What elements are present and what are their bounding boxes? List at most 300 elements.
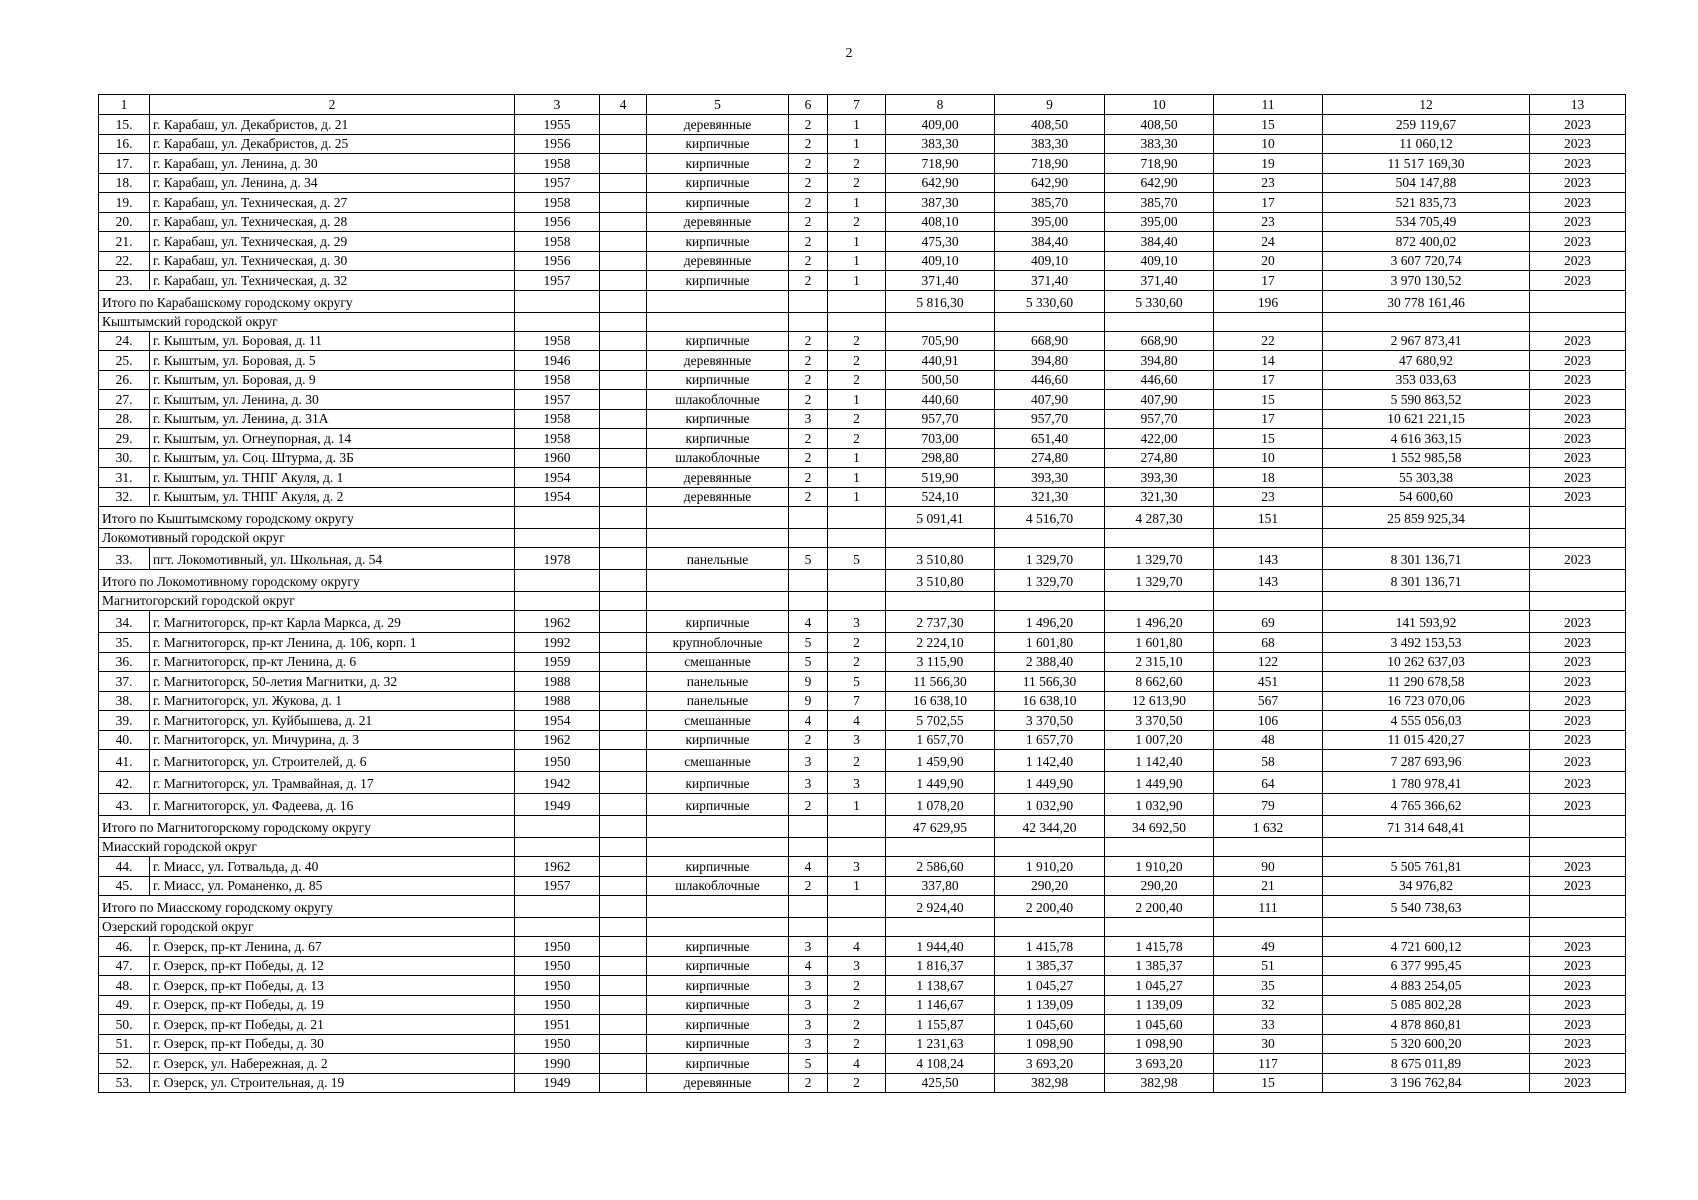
table-cell: 2023: [1530, 711, 1626, 731]
column-header: 4: [600, 95, 647, 115]
table-cell: 42.: [99, 772, 150, 794]
table-cell: 2: [828, 409, 886, 429]
table-cell: 1954: [515, 468, 600, 488]
table-cell: 24: [1214, 232, 1323, 252]
table-cell: г. Карабаш, ул. Техническая, д. 28: [150, 212, 515, 232]
table-cell: 2: [789, 173, 828, 193]
table-cell: 52.: [99, 1054, 150, 1074]
table-cell: 17: [1214, 193, 1323, 213]
table-cell: 6 377 995,45: [1323, 956, 1530, 976]
empty-cell: [1530, 529, 1626, 548]
table-cell: 23: [1214, 212, 1323, 232]
table-cell: панельные: [647, 691, 789, 711]
table-cell: кирпичные: [647, 857, 789, 877]
total-value: 5 540 738,63: [1323, 896, 1530, 918]
table-cell: 274,80: [1105, 448, 1214, 468]
table-cell: 1958: [515, 370, 600, 390]
table-cell: 1: [828, 271, 886, 291]
table-cell: 2: [828, 154, 886, 174]
empty-cell: [647, 896, 789, 918]
table-cell: 53.: [99, 1073, 150, 1093]
table-cell: 27.: [99, 390, 150, 410]
table-cell: [600, 672, 647, 692]
table-cell: 1 657,70: [886, 730, 995, 750]
section-row: [99, 592, 1626, 611]
table-cell: 90: [1214, 857, 1323, 877]
empty-cell: [515, 312, 600, 331]
section-row: [99, 918, 1626, 937]
table-cell: 2 388,40: [995, 652, 1105, 672]
table-cell: 2: [789, 487, 828, 507]
table-cell: 79: [1214, 794, 1323, 816]
table-cell: кирпичные: [647, 193, 789, 213]
table-cell: 2023: [1530, 409, 1626, 429]
empty-cell: [515, 816, 600, 838]
table-cell: 1 449,90: [995, 772, 1105, 794]
table-cell: 409,10: [886, 251, 995, 271]
table-cell: 2023: [1530, 956, 1626, 976]
table-cell: 1988: [515, 691, 600, 711]
empty-cell: [647, 816, 789, 838]
table-cell: [600, 794, 647, 816]
empty-cell: [1214, 592, 1323, 611]
total-row: [99, 896, 1626, 918]
table-cell: 409,10: [995, 251, 1105, 271]
table-row: [99, 995, 1626, 1015]
table-cell: [600, 173, 647, 193]
empty-cell: [828, 838, 886, 857]
empty-cell: [647, 592, 789, 611]
empty-cell: [828, 816, 886, 838]
table-cell: 1 385,37: [1105, 956, 1214, 976]
table-cell: 3 370,50: [1105, 711, 1214, 731]
table-cell: 64: [1214, 772, 1323, 794]
table-cell: г. Карабаш, ул. Техническая, д. 27: [150, 193, 515, 213]
table-cell: 422,00: [1105, 429, 1214, 449]
page-number: 2: [845, 46, 853, 61]
total-value: 8 301 136,71: [1323, 570, 1530, 592]
section-row: [99, 312, 1626, 331]
table-cell: 1 155,87: [886, 1015, 995, 1035]
table-cell: 394,80: [995, 351, 1105, 371]
table-cell: 1 045,27: [995, 976, 1105, 996]
empty-cell: [600, 816, 647, 838]
table-cell: 2: [789, 212, 828, 232]
empty-cell: [789, 570, 828, 592]
table-cell: 1960: [515, 448, 600, 468]
empty-cell: [1530, 896, 1626, 918]
empty-cell: [515, 507, 600, 529]
empty-cell: [1105, 592, 1214, 611]
table-cell: 3: [828, 956, 886, 976]
table-cell: кирпичные: [647, 956, 789, 976]
table-cell: 1 139,09: [1105, 995, 1214, 1015]
table-cell: 69: [1214, 611, 1323, 633]
table-cell: 5 320 600,20: [1323, 1034, 1530, 1054]
table-cell: смешанные: [647, 711, 789, 731]
table-cell: г. Магнитогорск, ул. Мичурина, д. 3: [150, 730, 515, 750]
total-value: 151: [1214, 507, 1323, 529]
table-cell: 371,40: [886, 271, 995, 291]
table-cell: 1 496,20: [995, 611, 1105, 633]
table-cell: 15.: [99, 115, 150, 135]
table-cell: 521 835,73: [1323, 193, 1530, 213]
table-cell: 2: [789, 251, 828, 271]
table-cell: 141 593,92: [1323, 611, 1530, 633]
table-cell: 10 621 221,15: [1323, 409, 1530, 429]
total-value: 5 330,60: [995, 290, 1105, 312]
table-cell: 23: [1214, 173, 1323, 193]
table-cell: 642,90: [995, 173, 1105, 193]
table-cell: 567: [1214, 691, 1323, 711]
table-cell: 4 878 860,81: [1323, 1015, 1530, 1035]
total-value: 143: [1214, 570, 1323, 592]
table-row: [99, 772, 1626, 794]
table-cell: 44.: [99, 857, 150, 877]
table-cell: 1 142,40: [1105, 750, 1214, 772]
empty-cell: [647, 507, 789, 529]
table-cell: [600, 271, 647, 291]
empty-cell: [828, 918, 886, 937]
table-cell: панельные: [647, 672, 789, 692]
table-cell: 2023: [1530, 429, 1626, 449]
table-cell: 4 765 366,62: [1323, 794, 1530, 816]
table-cell: 290,20: [1105, 876, 1214, 896]
table-cell: 11 566,30: [886, 672, 995, 692]
section-row: [99, 838, 1626, 857]
table-cell: 2023: [1530, 730, 1626, 750]
table-cell: 337,80: [886, 876, 995, 896]
total-label: Итого по Миасскому городскому округу: [99, 896, 515, 918]
table-cell: 321,30: [995, 487, 1105, 507]
table-cell: г. Кыштым, ул. Боровая, д. 11: [150, 331, 515, 351]
table-cell: 3 607 720,74: [1323, 251, 1530, 271]
table-cell: 1992: [515, 633, 600, 653]
total-row: [99, 507, 1626, 529]
table-row: [99, 429, 1626, 449]
empty-cell: [789, 312, 828, 331]
total-value: 196: [1214, 290, 1323, 312]
table-cell: [600, 633, 647, 653]
table-cell: 12 613,90: [1105, 691, 1214, 711]
table-cell: 395,00: [1105, 212, 1214, 232]
column-header: 8: [886, 95, 995, 115]
table-cell: 29.: [99, 429, 150, 449]
table-cell: 50.: [99, 1015, 150, 1035]
table-cell: 34 976,82: [1323, 876, 1530, 896]
table-cell: 35: [1214, 976, 1323, 996]
table-cell: 43.: [99, 794, 150, 816]
table-cell: 11 060,12: [1323, 134, 1530, 154]
table-cell: 1978: [515, 548, 600, 570]
table-cell: кирпичные: [647, 1015, 789, 1035]
total-label: Итого по Карабашскому городскому округу: [99, 290, 515, 312]
table-row: [99, 857, 1626, 877]
table-cell: г. Озерск, пр-кт Победы, д. 13: [150, 976, 515, 996]
table-cell: 3 115,90: [886, 652, 995, 672]
table-cell: 4 721 600,12: [1323, 937, 1530, 957]
table-cell: 3 196 762,84: [1323, 1073, 1530, 1093]
table-cell: 21: [1214, 876, 1323, 896]
table-cell: [600, 750, 647, 772]
section-row: [99, 529, 1626, 548]
table-cell: 1950: [515, 937, 600, 957]
empty-cell: [886, 592, 995, 611]
table-row: [99, 611, 1626, 633]
table-cell: 2023: [1530, 193, 1626, 213]
table-cell: 1 045,60: [995, 1015, 1105, 1035]
table-cell: 384,40: [1105, 232, 1214, 252]
table-cell: 1942: [515, 772, 600, 794]
table-cell: 383,30: [886, 134, 995, 154]
table-cell: 383,30: [1105, 134, 1214, 154]
total-value: 5 091,41: [886, 507, 995, 529]
table-cell: [600, 154, 647, 174]
table-cell: 1 449,90: [1105, 772, 1214, 794]
table-cell: 25.: [99, 351, 150, 371]
table-cell: 2: [789, 794, 828, 816]
total-label: Итого по Локомотивному городскому округу: [99, 570, 515, 592]
table-cell: 41.: [99, 750, 150, 772]
empty-cell: [647, 570, 789, 592]
table-row: [99, 212, 1626, 232]
table-cell: г. Озерск, пр-кт Победы, д. 19: [150, 995, 515, 1015]
table-cell: 31.: [99, 468, 150, 488]
table-cell: кирпичные: [647, 134, 789, 154]
table-row: [99, 154, 1626, 174]
table-cell: [600, 691, 647, 711]
total-value: 25 859 925,34: [1323, 507, 1530, 529]
table-cell: 1954: [515, 711, 600, 731]
table-cell: 11 015 420,27: [1323, 730, 1530, 750]
table-cell: 2023: [1530, 212, 1626, 232]
empty-cell: [886, 529, 995, 548]
table-cell: 519,90: [886, 468, 995, 488]
table-cell: г. Озерск, пр-кт Ленина, д. 67: [150, 937, 515, 957]
table-cell: 1958: [515, 193, 600, 213]
empty-cell: [789, 290, 828, 312]
total-value: 111: [1214, 896, 1323, 918]
column-header: 11: [1214, 95, 1323, 115]
table-row: [99, 134, 1626, 154]
table-cell: 1 816,37: [886, 956, 995, 976]
table-cell: кирпичные: [647, 995, 789, 1015]
table-cell: 2023: [1530, 794, 1626, 816]
table-cell: 1 449,90: [886, 772, 995, 794]
table-cell: 2: [789, 351, 828, 371]
table-cell: кирпичные: [647, 154, 789, 174]
table-cell: кирпичные: [647, 937, 789, 957]
table-cell: 651,40: [995, 429, 1105, 449]
table-cell: [600, 1034, 647, 1054]
table-cell: 1949: [515, 794, 600, 816]
table-cell: 705,90: [886, 331, 995, 351]
table-cell: 11 566,30: [995, 672, 1105, 692]
table-cell: 5: [789, 652, 828, 672]
empty-cell: [1323, 838, 1530, 857]
table-cell: 718,90: [995, 154, 1105, 174]
table-row: [99, 794, 1626, 816]
empty-cell: [515, 592, 600, 611]
table-cell: 3: [828, 857, 886, 877]
table-cell: 642,90: [1105, 173, 1214, 193]
column-header: 12: [1323, 95, 1530, 115]
table-cell: 2023: [1530, 1015, 1626, 1035]
table-cell: 408,50: [1105, 115, 1214, 135]
empty-cell: [789, 507, 828, 529]
table-cell: г. Кыштым, ул. ТНПГ Акуля, д. 1: [150, 468, 515, 488]
table-cell: 19.: [99, 193, 150, 213]
table-cell: 2023: [1530, 448, 1626, 468]
table-cell: г. Магнитогорск, 50-летия Магнитки, д. 32: [150, 672, 515, 692]
total-value: 2 924,40: [886, 896, 995, 918]
table-cell: 2023: [1530, 115, 1626, 135]
table-cell: 2023: [1530, 1054, 1626, 1074]
table-cell: крупноблочные: [647, 633, 789, 653]
table-cell: 2023: [1530, 937, 1626, 957]
table-cell: г. Озерск, пр-кт Победы, д. 21: [150, 1015, 515, 1035]
total-value: 1 632: [1214, 816, 1323, 838]
table-cell: 387,30: [886, 193, 995, 213]
table-cell: 1 496,20: [1105, 611, 1214, 633]
total-value: 3 510,80: [886, 570, 995, 592]
table-cell: кирпичные: [647, 429, 789, 449]
table-cell: кирпичные: [647, 232, 789, 252]
table-cell: 1990: [515, 1054, 600, 1074]
empty-cell: [647, 312, 789, 331]
table-cell: 2: [789, 876, 828, 896]
empty-cell: [1530, 290, 1626, 312]
table-row: [99, 487, 1626, 507]
total-label: Итого по Магнитогорскому городскому округу: [99, 816, 515, 838]
table-cell: смешанные: [647, 750, 789, 772]
empty-cell: [600, 312, 647, 331]
table-cell: 4: [828, 937, 886, 957]
table-row: [99, 976, 1626, 996]
empty-cell: [1214, 312, 1323, 331]
table-cell: 3 970 130,52: [1323, 271, 1530, 291]
table-cell: 32.: [99, 487, 150, 507]
table-cell: [600, 1015, 647, 1035]
table-cell: 48: [1214, 730, 1323, 750]
header-row: [99, 95, 1626, 115]
table-cell: 2023: [1530, 750, 1626, 772]
table-cell: 1 415,78: [1105, 937, 1214, 957]
empty-cell: [995, 592, 1105, 611]
table-cell: 1 385,37: [995, 956, 1105, 976]
table-cell: [600, 370, 647, 390]
table-cell: г. Магнитогорск, ул. Фадеева, д. 16: [150, 794, 515, 816]
table-cell: г. Озерск, пр-кт Победы, д. 30: [150, 1034, 515, 1054]
table-cell: 5 505 761,81: [1323, 857, 1530, 877]
table-cell: 1957: [515, 173, 600, 193]
table-cell: 1962: [515, 611, 600, 633]
table-cell: деревянные: [647, 1073, 789, 1093]
empty-cell: [1530, 570, 1626, 592]
table-cell: 1988: [515, 672, 600, 692]
table-cell: 2: [789, 232, 828, 252]
table-row: [99, 331, 1626, 351]
table-cell: 8 662,60: [1105, 672, 1214, 692]
table-cell: 9: [789, 691, 828, 711]
table-cell: 371,40: [995, 271, 1105, 291]
empty-cell: [600, 918, 647, 937]
table-cell: г. Кыштым, ул. Ленина, д. 31А: [150, 409, 515, 429]
table-cell: 33.: [99, 548, 150, 570]
table-cell: 2: [789, 134, 828, 154]
table-cell: 1 601,80: [995, 633, 1105, 653]
table-cell: 446,60: [1105, 370, 1214, 390]
table-cell: 718,90: [1105, 154, 1214, 174]
table-cell: 409,10: [1105, 251, 1214, 271]
table-cell: 2: [789, 429, 828, 449]
table-row: [99, 1054, 1626, 1074]
table-cell: 1 657,70: [995, 730, 1105, 750]
table-cell: 1962: [515, 857, 600, 877]
empty-cell: [1214, 838, 1323, 857]
empty-cell: [789, 896, 828, 918]
table-row: [99, 876, 1626, 896]
table-cell: 47 680,92: [1323, 351, 1530, 371]
table-cell: 45.: [99, 876, 150, 896]
empty-cell: [1214, 529, 1323, 548]
table-cell: [600, 409, 647, 429]
table-row: [99, 750, 1626, 772]
table-cell: 385,70: [1105, 193, 1214, 213]
table-cell: 440,91: [886, 351, 995, 371]
table-cell: г. Кыштым, ул. Боровая, д. 5: [150, 351, 515, 371]
table-cell: 1950: [515, 1034, 600, 1054]
total-value: 5 816,30: [886, 290, 995, 312]
table-cell: 23: [1214, 487, 1323, 507]
table-cell: 1: [828, 115, 886, 135]
table-row: [99, 271, 1626, 291]
table-cell: г. Карабаш, ул. Техническая, д. 29: [150, 232, 515, 252]
table-cell: 1: [828, 468, 886, 488]
table-cell: 5: [789, 1054, 828, 1074]
table-cell: 2: [828, 173, 886, 193]
table-cell: деревянные: [647, 251, 789, 271]
table-row: [99, 1015, 1626, 1035]
empty-cell: [600, 290, 647, 312]
table-cell: 106: [1214, 711, 1323, 731]
table-cell: г. Миасс, ул. Романенко, д. 85: [150, 876, 515, 896]
table-cell: 68: [1214, 633, 1323, 653]
table-cell: г. Карабаш, ул. Ленина, д. 34: [150, 173, 515, 193]
empty-cell: [1530, 507, 1626, 529]
table-cell: 3: [789, 976, 828, 996]
table-cell: г. Карабаш, ул. Декабристов, д. 25: [150, 134, 515, 154]
table-cell: 2: [789, 448, 828, 468]
table-cell: г. Магнитогорск, ул. Трамвайная, д. 17: [150, 772, 515, 794]
table-cell: смешанные: [647, 652, 789, 672]
table-cell: 1 459,90: [886, 750, 995, 772]
total-value: 4 287,30: [1105, 507, 1214, 529]
empty-cell: [886, 312, 995, 331]
table-cell: 382,98: [1105, 1073, 1214, 1093]
table-cell: 39.: [99, 711, 150, 731]
table-cell: 3 370,50: [995, 711, 1105, 731]
table-cell: 55 303,38: [1323, 468, 1530, 488]
empty-cell: [515, 290, 600, 312]
table-cell: 16.: [99, 134, 150, 154]
table-cell: 2: [789, 115, 828, 135]
section-title: Кыштымский городской округ: [99, 312, 515, 331]
table-cell: 2023: [1530, 548, 1626, 570]
table-cell: 23.: [99, 271, 150, 291]
table-cell: 2023: [1530, 672, 1626, 692]
table-row: [99, 193, 1626, 213]
